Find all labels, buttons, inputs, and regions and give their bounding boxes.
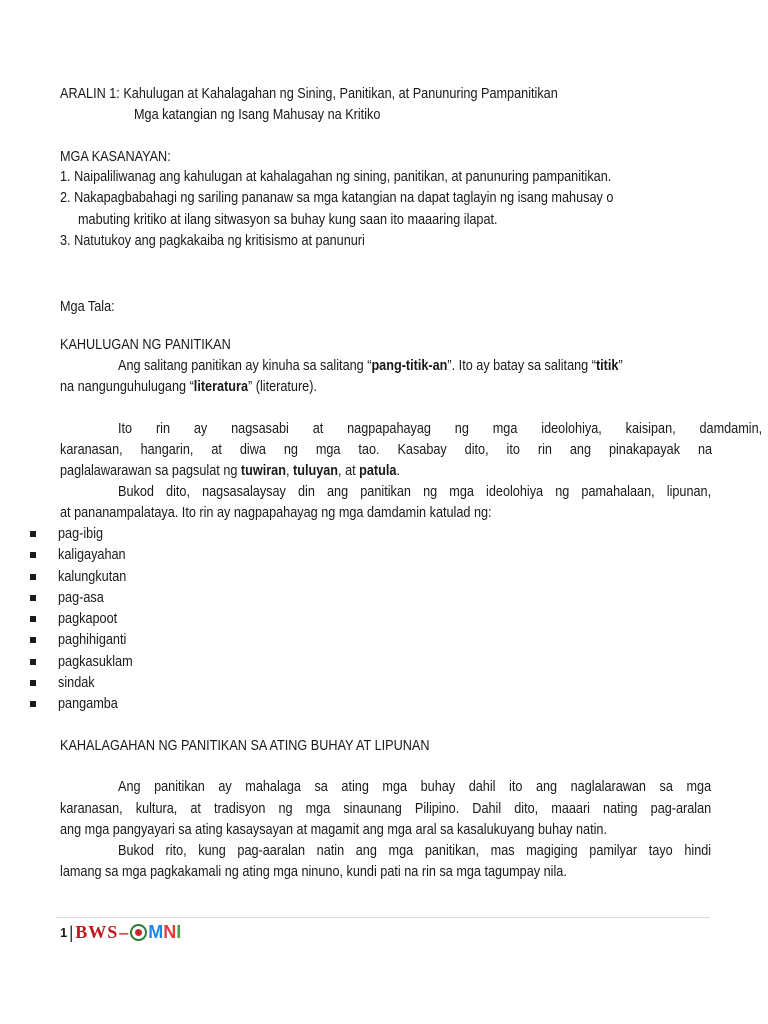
globe-logo-icon — [130, 924, 147, 941]
kahalagahan-p1-line3: ang mga pangyayari sa ating kasaysayan at magamit ang mga aral sa kasalukuyang buhay natin. — [60, 822, 607, 838]
term-tuwiran: tuwiran — [240, 463, 286, 479]
kasanayan-heading: MGA KASANAYAN: — [60, 149, 171, 165]
bullet-square-icon — [30, 616, 36, 622]
bullet-square-icon — [30, 701, 36, 707]
kasanayan-item-2: 2. Nakapagbabahagi ng sariling pananaw sa mga katangian na dapat taglayin ng isang mahusay o — [60, 190, 614, 206]
bullet-square-icon — [30, 595, 36, 601]
kasanayan-item-1: 1. Naipaliliwanag ang kahulugan at kahalagahan ng sining, panitikan, at panunuring pampanitikan. — [60, 169, 612, 185]
kahulugan-p2-line1: Ito rin ay nagsasabi at nagpapahayag ng mga ideolohiya, kaisipan, damdamin, — [118, 421, 763, 437]
bullet-square-icon — [30, 659, 36, 665]
kahulugan-heading: KAHULUGAN NG PANITIKAN — [60, 337, 231, 353]
term-patula: patula — [359, 463, 397, 479]
footer-letter-i: I — [176, 921, 182, 942]
kahalagahan-p1-line2: karanasan, kultura, at tradisyon ng mga sinaunang Pilipino. Dahil dito, maaari nating pag-aralan — [60, 801, 712, 817]
footer — [60, 921, 181, 943]
footer-brand: BWS — [75, 921, 119, 942]
bullet-square-icon — [30, 531, 36, 537]
kahalagahan-p2-line1: Bukod rito, kung pag-aaralan natin ang mga panitikan, mas magiging pamilyar tayo hindi — [118, 843, 712, 859]
page-number: 1 — [60, 924, 68, 940]
kahulugan-p3-line2: at pananampalataya. Ito rin ay nagpapahayag ng mga damdamin katulad ng: — [60, 505, 492, 521]
kahulugan-p1-line1: Ang salitang panitikan ay kinuha sa salitang “pang-titik-an”. Ito ay batay sa salitang “titik” — [118, 358, 623, 374]
lesson-title: ARALIN 1: Kahulugan at Kahalagahan ng Sining, Panitikan, at Panunuring Pampanitikan — [60, 86, 558, 102]
term-pang-titik-an: pang-titik-an — [371, 358, 448, 374]
bullet-square-icon — [30, 574, 36, 580]
kahulugan-p1-line2: na nangunguhulugang “literatura” (literature). — [60, 379, 317, 395]
kahalagahan-p1-line1: Ang panitikan ay mahalaga sa ating mga buhay dahil ito ang naglalarawan sa mga — [118, 779, 712, 795]
bullet-square-icon — [30, 552, 36, 558]
kahulugan-p3-line1: Bukod dito, nagsasalaysay din ang panitikan ng mga ideolohiya ng pamahalaan, lipunan, — [118, 484, 712, 500]
kahalagahan-heading: KAHALAGAHAN NG PANITIKAN SA ATING BUHAY AT LIPUNAN — [60, 738, 430, 754]
term-tuluyan: tuluyan — [293, 463, 339, 479]
kasanayan-item-2-cont: mabuting kritiko at ilang sitwasyon sa buhay kung saan ito maaaring ilapat. — [78, 212, 498, 228]
lesson-subtitle: Mga katangian ng Isang Mahusay na Kritiko — [134, 107, 381, 123]
kasanayan-item-3: 3. Natutukoy ang pagkakaiba ng kritisismo at panunuri — [60, 233, 365, 249]
mga-tala-heading: Mga Tala: — [60, 299, 115, 315]
footer-dash: – — [119, 921, 129, 942]
footer-letter-m: M — [148, 921, 164, 942]
bullet-square-icon — [30, 637, 36, 643]
kahulugan-p2-line3: paglalawarawan sa pagsulat ng tuwiran, tuluyan, at patula. — [60, 463, 400, 479]
kahalagahan-p2-line2: lamang sa mga pagkakamali ng ating mga ninuno, kundi pati na rin sa mga tagumpay nila. — [60, 864, 567, 880]
footer-separator: | — [69, 921, 74, 942]
term-literatura: literatura — [193, 379, 249, 395]
document-page: ARALIN 1: Kahulugan at Kahalagahan ng Sining, Panitikan, at Panunuring Pampanitikan Mga katangian ng Isang Mahusay na Kritiko MGA KASANAYAN: 1. Naipaliliwanag ang kahulugan at kahalagahan ng sining, panitikan, at panunuring pampanitikan. 2. Nakapagbabahagi ng sariling pananaw sa mga katangian na dapat taglayin ng isang mahusay o mabuting kritiko at ilang sitwasyon sa buhay kung saan ito maaaring ilapat. 3. Natutukoy ang pagkakaiba ng kritisismo at panunuri Mga Tala: KAHULUGAN NG PANITIKAN Ang salitang panitikan ay kinuha sa salitang “pang-titik-an”. Ito ay batay sa salitang “titik” na nangunguhulugang “literatura” (literature). Ito rin ay nagsasabi at nagpapahayag ng mga ideolohiya, kaisipan, damdamin, karanasan, hangarin, at diwa ng mga tao. Kasabay dito, ito rin ang pinakapayak na paglalawarawan sa pagsulat ng tuwiran, tuluyan, at patula. Bukod dito, nagsasalaysay din ang panitikan ng mga ideolohiya ng pamahalaan, lipunan, at pananampalataya. Ito rin ay nagpapahayag ng mga damdamin katulad ng: pag-ibig kaligayahan kalungkutan pag-asa pagkapoot paghihiganti pagkasuklam sindak pangamba KAHALAGAHAN NG PANITIKAN SA ATING BUHAY AT LIPUNAN Ang panitikan ay mahalaga sa ating mga buhay dahil ito ang naglalarawan sa mga karanasan, kultura, at tradisyon ng mga sinaunang Pilipino. Dahil dito, maaari nating pag-aralan ang mga pangyayari sa ating kasaysayan at magamit ang mga aral sa kasalukuyang buhay natin. Bukod rito, kung pag-aaralan natin ang mga panitikan, mas magiging pamilyar tayo hindi lamang sa mga pagkakamali ng ating mga ninuno, kundi pati na rin sa mga tagumpay nila. 1 | BWS – M N I — [0, 0, 768, 1024]
footer-divider — [56, 917, 710, 918]
kahulugan-p2-line2: karanasan, hangarin, at diwa ng mga tao. Kasabay dito, ito rin ang pinakapayak na — [60, 442, 713, 458]
bullet-square-icon — [30, 680, 36, 686]
term-titik: titik — [595, 358, 619, 374]
footer-letter-n: N — [163, 921, 177, 942]
